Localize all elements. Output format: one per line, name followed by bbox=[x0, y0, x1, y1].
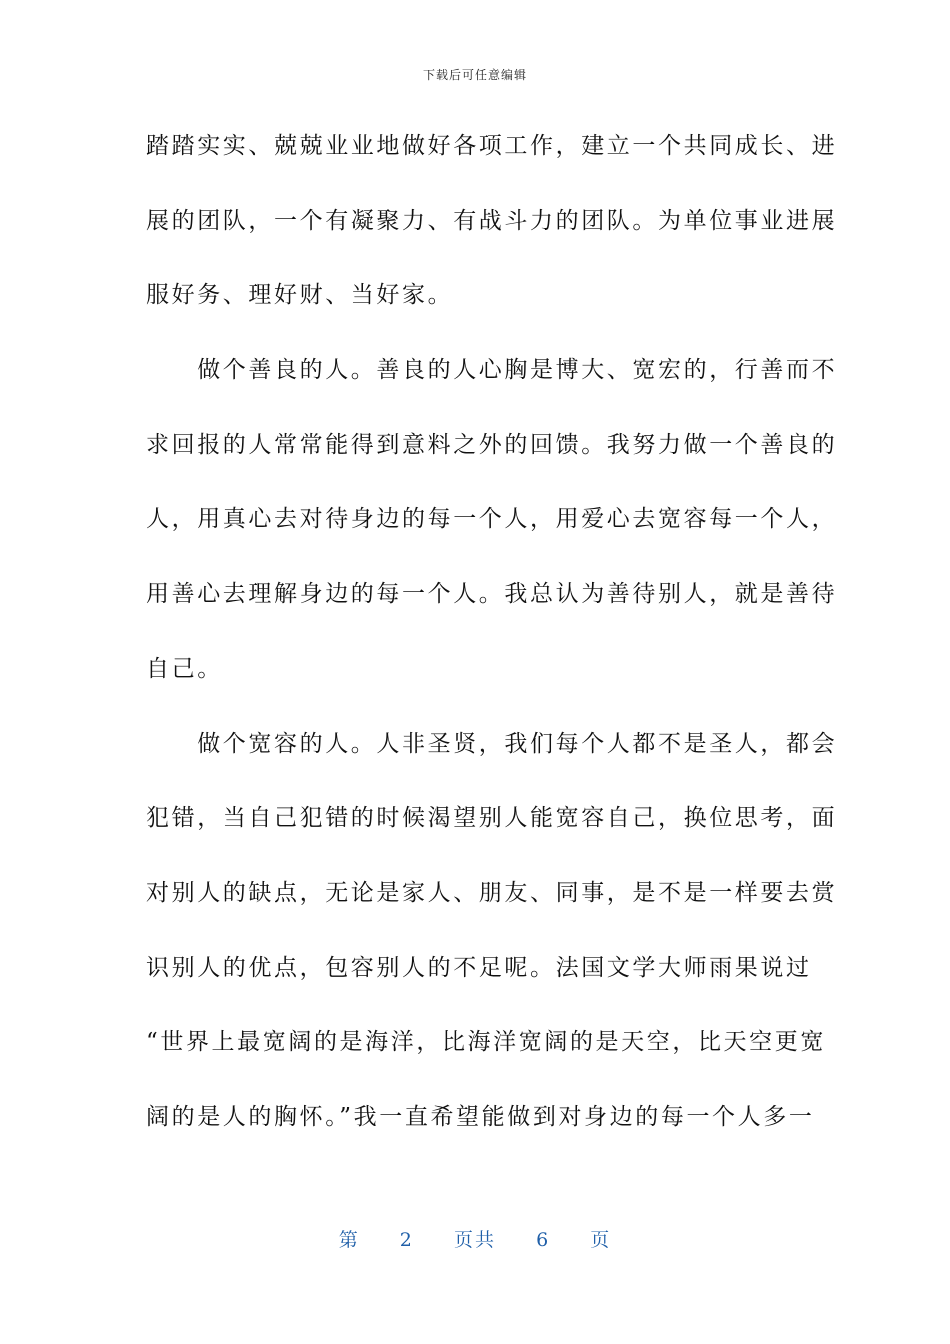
text-line: 服好务、理好财、当好家。 bbox=[146, 282, 454, 309]
text-line: 对别人的缺点，无论是家人、朋友、同事，是不是一样要去赏 bbox=[146, 879, 838, 906]
text-line: 踏踏实实、兢兢业业地做好各项工作，建立一个共同成长、进 bbox=[146, 133, 838, 159]
text-line: 人，用真心去对待身边的每一个人，用爱心去宽容每一个人， bbox=[146, 506, 838, 533]
footer-di: 第 bbox=[338, 1229, 360, 1251]
text-line: 做个善良的人。善良的人心胸是博大、宽宏的，行善而不 bbox=[146, 357, 838, 384]
current-page-number: 2 bbox=[399, 1229, 414, 1251]
footer-ye-gong: 页共 bbox=[453, 1229, 496, 1251]
document-body bbox=[146, 120, 838, 1166]
text-line: 求回报的人常常能得到意料之外的回馈。我努力做一个善良的 bbox=[146, 431, 838, 458]
footer-ye: 页 bbox=[590, 1229, 612, 1251]
text-line: 做个宽容的人。人非圣贤，我们每个人都不是圣人，都会 bbox=[146, 730, 838, 757]
text-line: 用善心去理解身边的每一个人。我总认为善待别人，就是善待 bbox=[146, 581, 838, 608]
total-page-count: 6 bbox=[536, 1229, 551, 1251]
page-header: 下载后可任意编辑 bbox=[422, 68, 527, 82]
page-number-footer bbox=[0, 1225, 950, 1252]
text-line: 展的团队，一个有凝聚力、有战斗力的团队。为单位事业进展 bbox=[146, 207, 838, 234]
text-line: “世界上最宽阔的是海洋，比海洋宽阔的是天空，比天空更宽 bbox=[146, 1029, 826, 1056]
text-line: 识别人的优点，包容别人的不足呢。法国文学大师雨果说过 bbox=[146, 954, 812, 981]
text-line: 自己。 bbox=[146, 655, 223, 682]
text-line: 犯错，当自己犯错的时候渴望别人能宽容自己，换位思考，面 bbox=[146, 805, 838, 832]
text-line: 阔的是人的胸怀。”我一直希望能做到对身边的每一个人多一 bbox=[146, 1103, 815, 1130]
